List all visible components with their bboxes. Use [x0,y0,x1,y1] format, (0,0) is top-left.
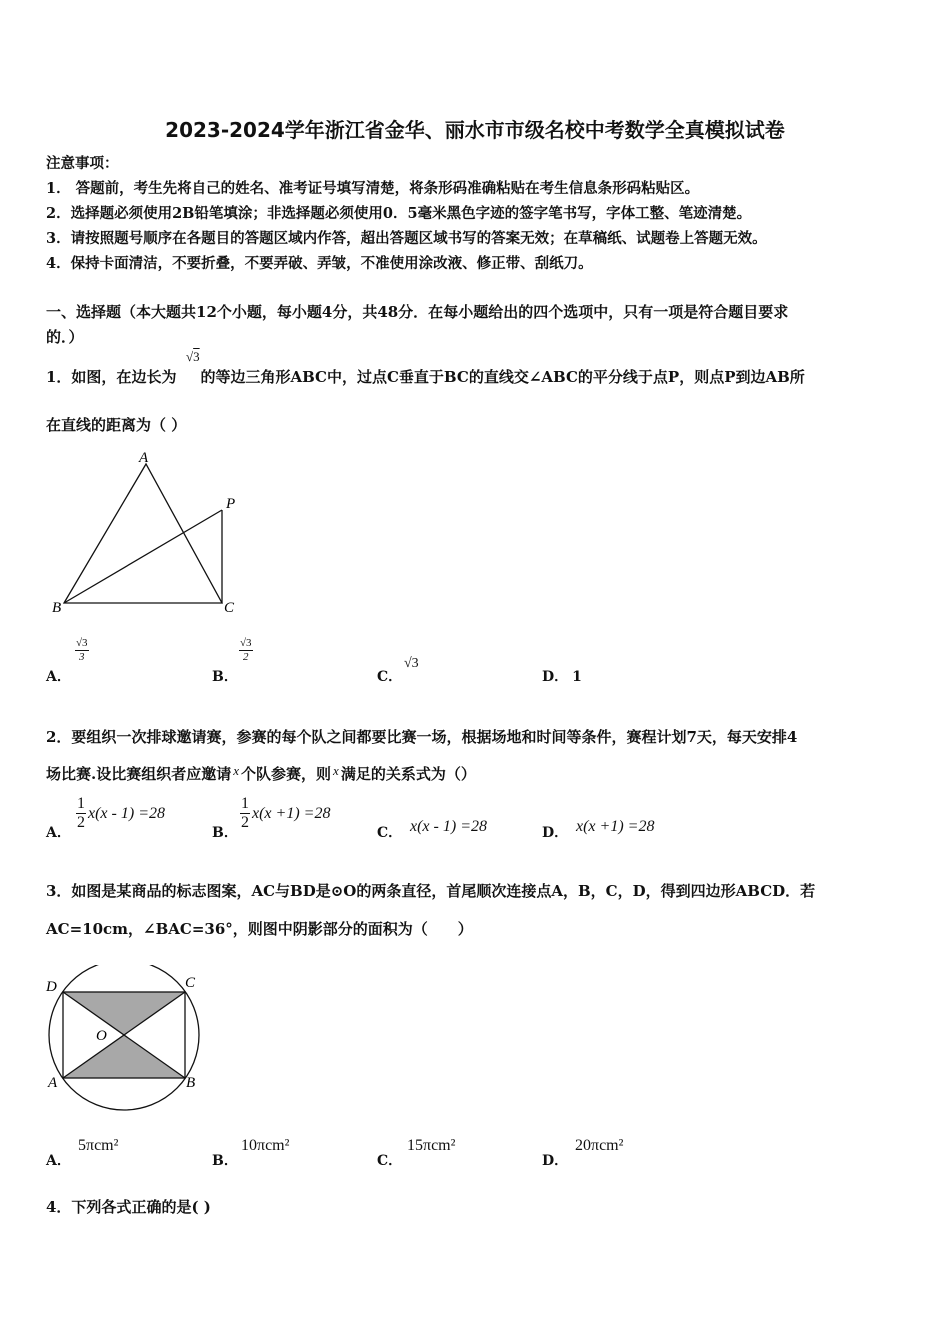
q2-option-c-value: x(x - 1) =28 [410,818,487,835]
q3-option-c-label: C． [377,1153,403,1169]
notice-item: 4．保持卡面清洁，不要折叠，不要弄破、弄皱，不准使用涂改液、修正带、刮纸刀。 [46,255,593,272]
q3-circle-figure [40,965,215,1115]
section-heading-cont: 的．） [46,328,84,346]
q1-option-c-label: C． [377,669,403,685]
q2-option-d-value: x(x +1) =28 [576,818,655,835]
q2-option-b-value: $\frac{1}{2}$ x(x +1) =28 [241,795,331,831]
label-o: O [96,1028,107,1044]
section-heading: 一、选择题（本大题共12个小题，每小题4分，共48分．在每小题给出的四个选项中，只有一项是符合题目要求 [46,303,789,321]
page-title: 2023-2024学年浙江省金华、丽水市市级名校中考数学全真模拟试卷 [165,118,785,142]
q2-var-x: x [333,763,339,778]
q3-option-a-value: 5πcm² [78,1137,119,1154]
q1-sqrt3: √3 [186,349,200,364]
label-c: C [224,600,235,616]
q2-option-c-label: C． [377,825,403,841]
q2-text: 2．要组织一次排球邀请赛，参赛的每个队之间都要比赛一场，根据场地和时间等条件，赛程计划7天，每天安排4 [46,728,798,746]
q3-option-d-value: 20πcm² [575,1137,624,1154]
q1-option-a-value: $\frac{√3}{3}$ [76,637,88,663]
label-p: P [226,496,236,512]
q1-triangle-figure [46,446,256,621]
q1-option-a-label: A． [46,669,71,685]
label-b: B [52,600,62,616]
q2-option-a-value: $\frac{1}{2}$ x(x - 1) =28 [77,795,165,831]
q2-text-cont: 场比赛.设比赛组织者应邀请 x 个队参赛，则 x 满足的关系式为（） [46,763,476,783]
q3-option-c-value: 15πcm² [407,1137,456,1154]
label-b: B [186,1075,196,1091]
shaded-region-top [63,992,185,1035]
notice-item: 3．请按照题号顺序在各题目的答题区域内作答，超出答题区域书写的答案无效；在草稿纸、试题卷上答题无效。 [46,230,767,247]
q2-option-a-label: A． [46,825,71,841]
q2-option-b-label: B． [212,825,238,841]
q1-option-b-value: $\frac{√3}{2}$ [240,637,252,663]
q3-text: 3．如图是某商品的标志图案，AC与BD是⊙O的两条直径，首尾顺次连接点A，B，C，D，得到四边形ABCD．若 [46,882,816,900]
q4-text: 4．下列各式正确的是( ) [46,1198,211,1216]
q1-text-cont: 在直线的距离为（ ） [46,416,187,434]
label-c: C [185,975,196,991]
q2-option-d-label: D． [542,825,569,841]
label-a: A [48,1075,58,1091]
bisector-bp [64,510,222,603]
q3-option-d-label: D． [542,1153,569,1169]
q1-option-d-label: D． 1 [542,669,582,685]
q3-text-cont: AC=10cm，∠BAC=36°，则图中阴影部分的面积为（ ） [46,920,473,938]
q1-text-part: 的等边三角形ABC中，过点C垂直于BC的直线交∠ABC的平分线于点P，则点P到边AB所 [200,368,805,386]
label-a: A [139,450,149,466]
q3-option-b-label: B． [212,1153,238,1169]
q1-option-c-value: √3 [404,656,419,671]
notice-item: 2．选择题必须使用2B铅笔填涂；非选择题必须使用0．5毫米黑色字迹的签字笔书写，字体工整、笔迹清楚。 [46,205,752,222]
q3-option-b-value: 10πcm² [241,1137,290,1154]
q1-text-part: 1．如图，在边长为 [46,368,177,386]
notice-item: 1． 答题前，考生先将自己的姓名、准考证号填写清楚，将条形码准确粘贴在考生信息条形码粘贴区。 [46,180,700,197]
notice-heading: 注意事项： [46,155,119,172]
q3-option-a-label: A． [46,1153,71,1169]
label-d: D [46,979,57,995]
q2-var-x: x [233,763,240,778]
q1-text [46,366,805,387]
q1-option-b-label: B． [212,669,238,685]
triangle-abc [64,464,222,603]
shaded-region-bottom [63,1035,185,1078]
